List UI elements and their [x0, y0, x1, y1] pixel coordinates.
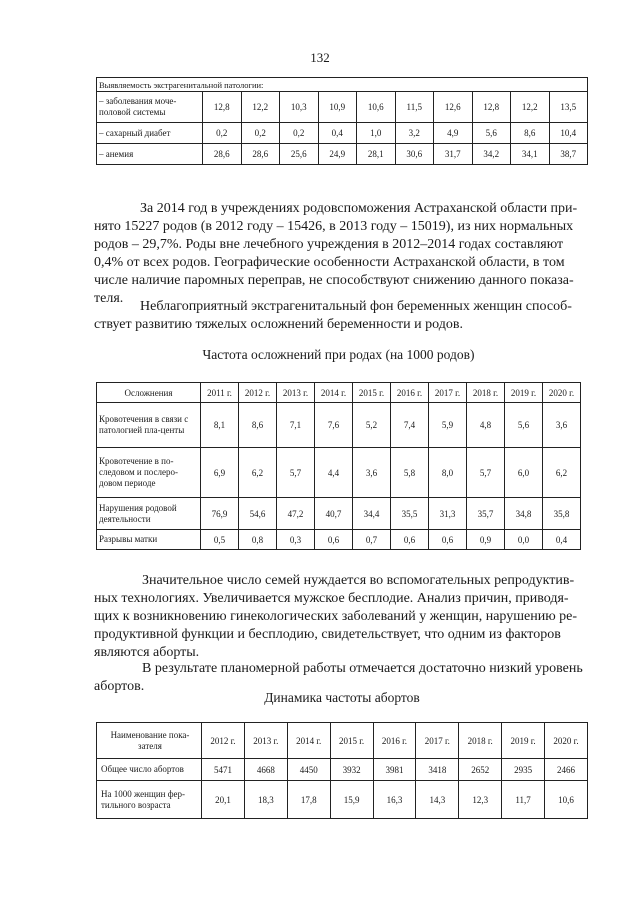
- table-cell: 10,9: [318, 92, 357, 123]
- table-title: Динамика частоты абортов: [264, 690, 420, 705]
- text-line: За 2014 год в учреждениях родовспоможения Астраханской области при-: [140, 201, 578, 216]
- table-cell: 2652: [459, 759, 502, 781]
- table-cell: 3418: [416, 759, 459, 781]
- text-line: В результате планомерной работы отмечается достаточно низкий уровень: [142, 661, 583, 676]
- table-cell: 12,3: [459, 781, 502, 819]
- table-cell: 20,1: [202, 781, 245, 819]
- table-header-row: [97, 78, 588, 92]
- table-cell: 0,6: [391, 530, 429, 550]
- table-cell: 13,5: [549, 92, 588, 123]
- table-cell: 31,7: [434, 144, 473, 165]
- text-line: ных технологиях. Увеличивается мужское бесплодие. Анализ причин, приводя-: [94, 591, 569, 606]
- table-cell: 1,0: [357, 123, 396, 144]
- column-header: 2012 г.: [239, 383, 277, 403]
- table-cell: 5,7: [467, 448, 505, 498]
- column-header: 2020 г.: [545, 723, 588, 759]
- table-cell: 6,0: [505, 448, 543, 498]
- table-cell: 4,4: [315, 448, 353, 498]
- birth-complications-table: [96, 382, 581, 550]
- text-line: щих к возникновению гинекологических заболеваний у женщин, нарушению ре-: [94, 609, 578, 624]
- table-cell: 0,5: [201, 530, 239, 550]
- table-cell: 10,6: [357, 92, 396, 123]
- column-header: 2017 г.: [429, 383, 467, 403]
- table-cell: 47,2: [277, 498, 315, 530]
- table-cell: 8,1: [201, 403, 239, 448]
- text-line: 0,4% от всех родов. Географические особенности Астраханской области, в том: [94, 255, 565, 270]
- table-cell: 40,7: [315, 498, 353, 530]
- table-cell: 28,6: [241, 144, 280, 165]
- column-header: 2018 г.: [467, 383, 505, 403]
- table-cell: 3,2: [395, 123, 434, 144]
- column-header: 2016 г.: [373, 723, 416, 759]
- table-cell: 11,5: [395, 92, 434, 123]
- table-header-row: [97, 723, 588, 759]
- text-line: продуктивной функции и бесплодию, свидетельствует, что одним из факторов: [94, 627, 561, 642]
- table-cell: 0,3: [277, 530, 315, 550]
- table-cell: 6,2: [239, 448, 277, 498]
- table-cell: 25,6: [280, 144, 319, 165]
- row-label: Кровотечение в по-следовом и послеро-довом периоде: [97, 448, 201, 498]
- table-cell: 0,4: [543, 530, 581, 550]
- paragraph-births: [94, 200, 588, 308]
- row-label: Разрывы матки: [97, 530, 201, 550]
- column-header: Наименование пока-зателя: [97, 723, 202, 759]
- column-header: 2020 г.: [543, 383, 581, 403]
- table-row: [97, 92, 588, 123]
- table-cell: 12,2: [241, 92, 280, 123]
- table-cell: 14,3: [416, 781, 459, 819]
- column-header: 2016 г.: [391, 383, 429, 403]
- table-cell: 0,6: [429, 530, 467, 550]
- table-cell: 0,0: [505, 530, 543, 550]
- table-cell: 7,6: [315, 403, 353, 448]
- table-row: [97, 781, 588, 819]
- table-cell: 12,6: [434, 92, 473, 123]
- table-cell: 4668: [244, 759, 287, 781]
- table-cell: 6,2: [543, 448, 581, 498]
- extragenital-pathology-table: [96, 77, 588, 165]
- table-cell: 7,1: [277, 403, 315, 448]
- table-cell: 3,6: [543, 403, 581, 448]
- column-header: 2011 г.: [201, 383, 239, 403]
- table-row: [97, 403, 581, 448]
- table-cell: 10,6: [545, 781, 588, 819]
- table-cell: 3932: [330, 759, 373, 781]
- table-cell: 34,2: [472, 144, 511, 165]
- table-cell: 5471: [202, 759, 245, 781]
- table-cell: 76,9: [201, 498, 239, 530]
- table-cell: 0,9: [467, 530, 505, 550]
- table-cell: 8,6: [511, 123, 550, 144]
- table-cell: 3981: [373, 759, 416, 781]
- table-cell: 6,9: [201, 448, 239, 498]
- table-row: [97, 530, 581, 550]
- table-cell: 28,6: [203, 144, 242, 165]
- table-cell: 5,6: [505, 403, 543, 448]
- table-cell: 5,8: [391, 448, 429, 498]
- column-header: 2012 г.: [202, 723, 245, 759]
- table-cell: 5,7: [277, 448, 315, 498]
- table-cell: 34,4: [353, 498, 391, 530]
- column-header: 2013 г.: [277, 383, 315, 403]
- table-cell: 15,9: [330, 781, 373, 819]
- table-cell: 4450: [287, 759, 330, 781]
- text-line: Неблагоприятный экстрагенитальный фон беременных женщин способ-: [140, 299, 572, 314]
- table-cell: 24,9: [318, 144, 357, 165]
- table-cell: 28,1: [357, 144, 396, 165]
- page-number: 132: [310, 50, 330, 65]
- column-header: 2017 г.: [416, 723, 459, 759]
- table-header-row: [97, 383, 581, 403]
- table-cell: 35,8: [543, 498, 581, 530]
- table-cell: 35,5: [391, 498, 429, 530]
- row-label: Нарушения родовой деятельности: [97, 498, 201, 530]
- table-cell: 17,8: [287, 781, 330, 819]
- table-cell: 12,8: [472, 92, 511, 123]
- row-label: Кровотечения в связи с патологией пла-центы: [97, 403, 201, 448]
- column-header: 2015 г.: [353, 383, 391, 403]
- table-cell: 10,4: [549, 123, 588, 144]
- column-header: 2015 г.: [330, 723, 373, 759]
- text-line: являются аборты.: [94, 645, 200, 660]
- table-cell: 4,9: [434, 123, 473, 144]
- table-row: [97, 144, 588, 165]
- table-cell: 2466: [545, 759, 588, 781]
- table-cell: 0,6: [315, 530, 353, 550]
- table-cell: 34,8: [505, 498, 543, 530]
- table-cell: 5,6: [472, 123, 511, 144]
- table-cell: 5,2: [353, 403, 391, 448]
- column-header: 2019 г.: [502, 723, 545, 759]
- table-cell: 7,4: [391, 403, 429, 448]
- row-label: – анемия: [97, 144, 203, 165]
- table-cell: 35,7: [467, 498, 505, 530]
- text-line: нято 15227 родов (в 2012 году – 15426, в 2013 году – 15019), из них нормальных: [94, 219, 574, 234]
- table-cell: 38,7: [549, 144, 588, 165]
- table-cell: 54,6: [239, 498, 277, 530]
- table-title: Частота осложнений при родах (на 1000 родов): [202, 347, 475, 362]
- table-cell: 0,8: [239, 530, 277, 550]
- table-cell: 12,8: [203, 92, 242, 123]
- table-cell: 16,3: [373, 781, 416, 819]
- table-cell: 10,3: [280, 92, 319, 123]
- row-label: – заболевания моче-половой системы: [97, 92, 203, 123]
- table-cell: 30,6: [395, 144, 434, 165]
- table-row: [97, 123, 588, 144]
- column-header: 2013 г.: [244, 723, 287, 759]
- table-row: [97, 759, 588, 781]
- paragraph-extragenital: [94, 298, 588, 334]
- row-label: Общее число абортов: [97, 759, 202, 781]
- table-cell: 8,6: [239, 403, 277, 448]
- table-cell: 18,3: [244, 781, 287, 819]
- column-header: 2018 г.: [459, 723, 502, 759]
- column-header: Осложнения: [97, 383, 201, 403]
- text-line: родов – 29,7%. Роды вне лечебного учреждения в 2012–2014 годах составляют: [94, 237, 564, 252]
- table-cell: 8,0: [429, 448, 467, 498]
- text-line: ствует развитию тяжелых осложнений беременности и родов.: [94, 317, 463, 332]
- table-cell: 5,9: [429, 403, 467, 448]
- table-cell: 2935: [502, 759, 545, 781]
- abortion-dynamics-table: [96, 722, 588, 819]
- table-cell: 31,3: [429, 498, 467, 530]
- table-cell: 0,7: [353, 530, 391, 550]
- text-line: числе наличие паромных переправ, не способствуют снижению данного показа-: [94, 273, 574, 288]
- table-cell: 0,4: [318, 123, 357, 144]
- table-cell: 3,6: [353, 448, 391, 498]
- text-line: Значительное число семей нуждается во вспомогательных репродуктив-: [142, 573, 575, 588]
- table-cell: 12,2: [511, 92, 550, 123]
- table-cell: 4,8: [467, 403, 505, 448]
- column-header: 2014 г.: [315, 383, 353, 403]
- paragraph-reproductive: [94, 572, 588, 662]
- row-label: – сахарный диабет: [97, 123, 203, 144]
- text-line: абортов.: [94, 679, 145, 694]
- table-cell: 0,2: [241, 123, 280, 144]
- table-cell: 34,1: [511, 144, 550, 165]
- table-cell: 0,2: [203, 123, 242, 144]
- table-cell: 0,2: [280, 123, 319, 144]
- table-row: [97, 498, 581, 530]
- text-line: теля.: [94, 291, 124, 306]
- column-header: 2019 г.: [505, 383, 543, 403]
- column-header: 2014 г.: [287, 723, 330, 759]
- table-cell: 11,7: [502, 781, 545, 819]
- table-row: [97, 448, 581, 498]
- table-header-cell: Выявляемость экстрагенитальной патологии:: [97, 78, 588, 92]
- row-label: На 1000 женщин фер-тильного возраста: [97, 781, 202, 819]
